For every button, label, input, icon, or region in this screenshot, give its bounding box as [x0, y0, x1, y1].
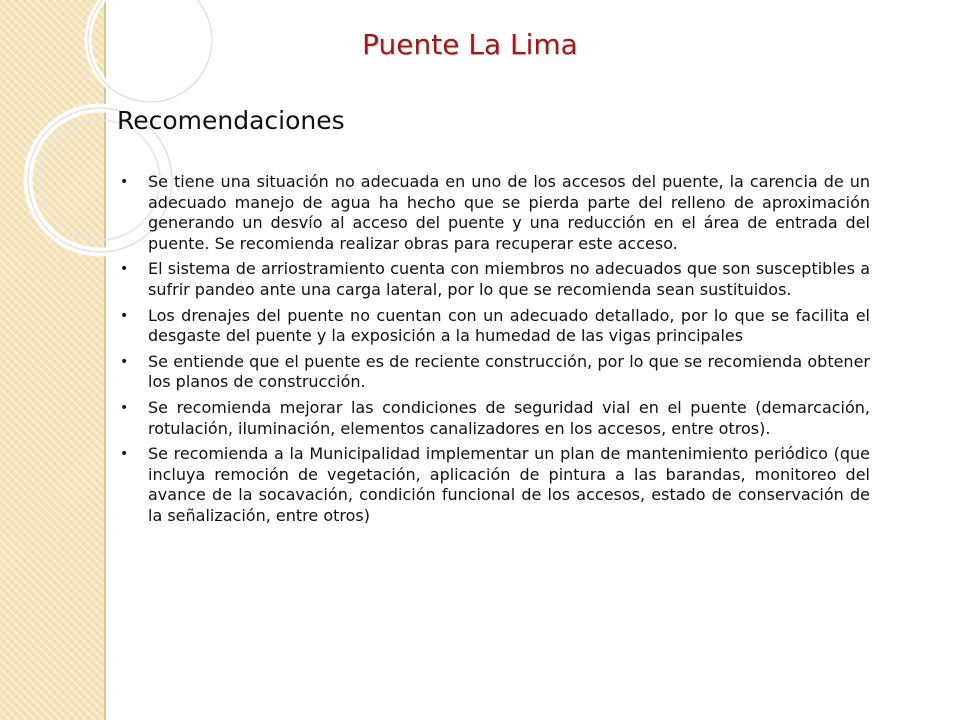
list-item: [118, 172, 870, 254]
bullet-icon: •: [120, 307, 129, 324]
bullet-icon: •: [120, 261, 129, 278]
list-item-text: Se tiene una situación no adecuada en uno de los accesos del puente, la carencia de un adecuado manejo de agua ha hecho que se pierda parte del relleno de aproximación generando un desvío al acceso del puente y una reducción en el área de entrada del puente. Se recomienda realizar obras para recuperar este acceso.: [148, 172, 870, 253]
list-item-text: Se entiende que el puente es de reciente construcción, por lo que se recomienda obtener los planos de construcción.: [148, 351, 870, 392]
decorative-sidebar: [0, 0, 104, 720]
recommendations-list: [118, 172, 870, 532]
bullet-icon: •: [120, 399, 129, 416]
list-item: [118, 306, 870, 347]
bullet-icon: •: [120, 353, 129, 370]
list-item: [118, 398, 870, 439]
list-item: [118, 444, 870, 526]
list-item-text: Se recomienda mejorar las condiciones de seguridad vial en el puente (demarcación, rotulación, iluminación, elementos canalizadores en los accesos, entre otros).: [148, 397, 870, 438]
section-heading: Recomendaciones: [117, 106, 345, 135]
list-item-text: Los drenajes del puente no cuentan con un adecuado detallado, por lo que se facilita el desgaste del puente y la exposición a la humedad de las vigas principales: [148, 305, 870, 346]
list-item-text: El sistema de arriostramiento cuenta con miembros no adecuados que son susceptibles a sufrir pandeo ante una carga lateral, por lo que se recomienda sean sustituidos.: [148, 259, 870, 299]
bullet-icon: •: [120, 174, 129, 190]
list-item-text: Se recomienda a la Municipalidad implementar un plan de mantenimiento periódico (que incluya remoción de vegetación, aplicación de pintura a las barandas, monitoreo del avance de la socavación, condición funcional de los accesos, estado de conservación de la señalización, entre otros): [148, 444, 870, 525]
slide-title: Puente La Lima: [362, 28, 578, 61]
list-item: [118, 259, 870, 300]
bullet-icon: •: [120, 446, 129, 463]
sidebar-divider: [104, 0, 106, 720]
list-item: [118, 352, 870, 393]
